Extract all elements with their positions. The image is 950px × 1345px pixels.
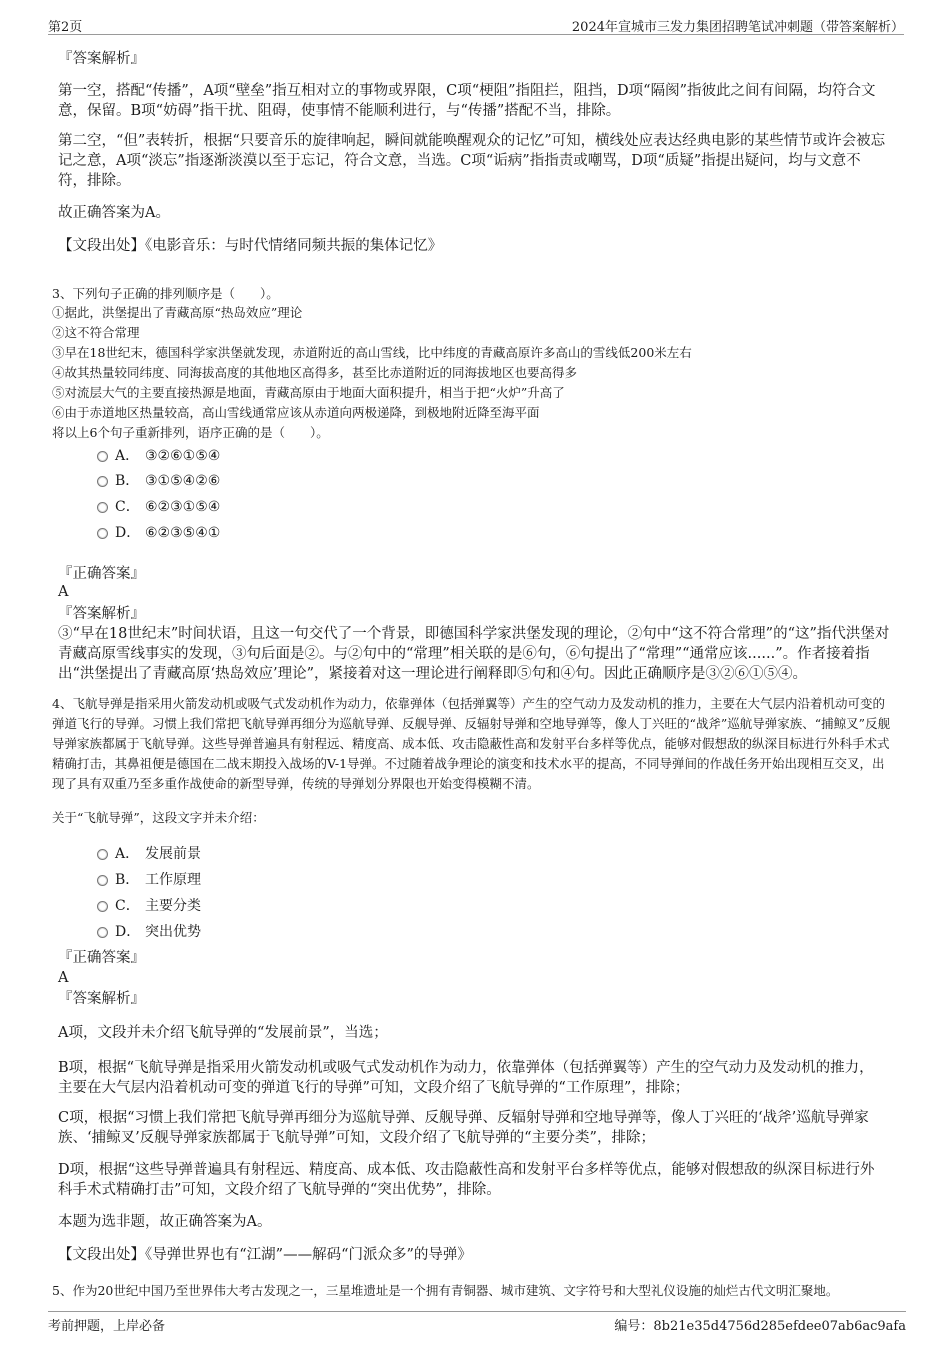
option-text: 突出优势 — [145, 924, 201, 940]
option-text: ③①⑤④②⑥ — [145, 473, 221, 489]
q2-conclusion: 故正确答案为A。 — [58, 205, 170, 221]
page-number: 第2页 — [48, 20, 83, 35]
q3-explain: ③“早在18世纪末”时间状语，且这一句交代了一个背景，即德国科学家洪堡发现的理论，②句中“这不符合常理”的“这”指代洪堡对青藏高原雪线事实的发现，③句后面是②。与②句中的“常理”相关联的是⑥句，⑥句提出了“常理”“通常应该......”。作者接着指出“洪堡提出了青藏高原‘热岛效应’理论”，紧接着对这一理论进行阐释即⑤句和④句。因此正确顺序是③②⑥①⑤④。 — [58, 626, 890, 682]
option-text: ⑥②③⑤④① — [145, 525, 221, 541]
q3-sentence-2: ②这不符合常理 — [52, 325, 140, 340]
option-letter: D． — [115, 525, 141, 541]
footer-slogan: 考前押题，上岸必备 — [48, 1319, 166, 1334]
option-letter: B． — [115, 872, 140, 888]
q4-answer-label: 『正确答案』 — [58, 950, 145, 966]
q4-explain-label: 『答案解析』 — [58, 991, 145, 1007]
q2-explain-p2: 第二空，“但”表转折，根据“只要音乐的旋律响起，瞬间就能唤醒观众的记忆”可知，横线处应表达经典电影的某些情节或许会被忘记之意，A项“淡忘”指逐渐淡漠以至于忘记，符合文意，当选。C项“诟病”指指责或嘲骂，D项“质疑”指提出疑问，均与文意不符，排除。 — [58, 133, 886, 189]
q4-conclusion: 本题为选非题，故正确答案为A。 — [58, 1214, 272, 1230]
option-text: ⑥②③①⑤④ — [145, 499, 221, 515]
radio-icon[interactable] — [97, 849, 108, 860]
q3-sentence-4: ④故其热量较同纬度、同海拔高度的其他地区高得多，甚至比赤道附近的同海拔地区也要高得多 — [52, 365, 578, 380]
radio-icon[interactable] — [97, 451, 108, 462]
radio-icon[interactable] — [97, 901, 108, 912]
q4-explain-c: C项，根据“习惯上我们常把飞航导弹再细分为巡航导弹、反舰导弹、反辐射导弹和空地导弹等，像人丁兴旺的‘战斧’巡航导弹家族、‘捕鲸叉’反舰导弹家族都属于飞航导弹”可知，文段介绍了飞航导弹的“主要分类”，排除； — [58, 1110, 869, 1146]
q3-answer-label: 『正确答案』 — [58, 566, 145, 582]
q4-explain-b: B项，根据“飞航导弹是指采用火箭发动机或吸气式发动机作为动力，依靠弹体（包括弹翼等）产生的空气动力及发动机的推力，主要在大气层内沿着机动可变的弹道飞行的导弹”可知，文段介绍了飞航导弹的“工作原理”，排除； — [58, 1060, 874, 1096]
q3-answer: A — [58, 584, 69, 600]
q4-explain-a: A项，文段并未介绍飞航导弹的“发展前景”，当选； — [58, 1025, 388, 1041]
radio-icon[interactable] — [97, 875, 108, 886]
q3-sentence-6: ⑥由于赤道地区热量较高，高山雪线通常应该从赤道向两极递降，到极地附近降至海平面 — [52, 405, 540, 420]
option-text: ③②⑥①⑤④ — [145, 448, 221, 464]
q3-stem: 3、下列句子正确的排列顺序是（ ）。 — [52, 286, 279, 301]
option-letter: B． — [115, 473, 140, 489]
option-letter: D． — [115, 924, 141, 940]
document-title: 2024年宣城市三发力集团招聘笔试冲刺题（带答案解析） — [571, 20, 904, 35]
q2-source: 【文段出处】《电影音乐：与时代情绪同频共振的集体记忆》 — [58, 238, 443, 254]
q4-answer: A — [58, 970, 69, 986]
option-letter: A． — [115, 846, 140, 862]
q3-sentence-1: ①据此，洪堡提出了青藏高原“热岛效应”理论 — [52, 305, 303, 320]
radio-icon[interactable] — [97, 502, 108, 513]
q3-sentence-5: ⑤对流层大气的主要直接热源是地面，青藏高原由于地面大面积提升，相当于把“火炉”升高了 — [52, 385, 565, 400]
option-text: 主要分类 — [145, 898, 201, 914]
page-footer — [48, 1311, 906, 1334]
q2-explain-label: 『答案解析』 — [58, 51, 145, 67]
radio-icon[interactable] — [97, 927, 108, 938]
option-text: 发展前景 — [145, 846, 201, 862]
q4-passage: 4、飞航导弹是指采用火箭发动机或吸气式发动机作为动力，依靠弹体（包括弹翼等）产生的空气动力及发动机的推力，主要在大气层内沿着机动可变的弹道飞行的导弹。习惯上我们常把飞航导弹再细分为巡航导弹、反舰导弹、反辐射导弹和空地导弹等，像人丁兴旺的“战斧”巡航导弹家族、“捕鲸叉”反舰导弹家族都属于飞航导弹。这些导弹普遍具有射程远、精度高、成本低、攻击隐蔽性高和发射平台多样等优点，能够对假想敌的纵深目标进行外科手术式精确打击，其鼻祖便是德国在二战末期投入战场的V-1导弹。不过随着战争理论的演变和技术水平的提高，不同导弹间的作战任务开始出现相互交叉，出现了具有双重乃至多重作战使命的新型导弹，传统的导弹划分界限也开始变得模糊不清。 — [52, 696, 891, 791]
radio-icon[interactable] — [97, 528, 108, 539]
option-text: 工作原理 — [145, 872, 201, 888]
option-letter: A． — [115, 448, 140, 464]
q2-explain-p1: 第一空，搭配“传播”，A项“壁垒”指互相对立的事物或界限，C项“梗阻”指阻拦，阻挡，D项“隔阂”指彼此之间有间隔，均符合文意，保留。B项“妨碍”指干扰、阻碍，使事情不能顺利进行，与“传播”搭配不当，排除。 — [58, 83, 876, 119]
footer-doc-id: 编号：8b21e35d4756d285efdee07ab6ac9afa — [614, 1319, 906, 1334]
option-letter: C． — [115, 499, 140, 515]
radio-icon[interactable] — [97, 476, 108, 487]
q3-sentence-3: ③早在18世纪末，德国科学家洪堡就发现，赤道附近的高山雪线，比中纬度的青藏高原许多高山的雪线低200米左右 — [52, 345, 692, 360]
q3-prompt: 将以上6个句子重新排列，语序正确的是（ ）。 — [52, 425, 329, 440]
q3-explain-label: 『答案解析』 — [58, 606, 145, 622]
q5-stem: 5、作为20世纪中国乃至世界伟大考古发现之一，三星堆遗址是一个拥有青铜器、城市建筑、文字符号和大型礼仪设施的灿烂古代文明汇聚地。 — [52, 1283, 839, 1298]
q4-question: 关于“飞航导弹”，这段文字并未介绍： — [52, 810, 265, 825]
q4-explain-d: D项，根据“这些导弹普遍具有射程远、精度高、成本低、攻击隐蔽性高和发射平台多样等优点，能够对假想敌的纵深目标进行外科手术式精确打击”可知，文段介绍了飞航导弹的“突出优势”，排除。 — [58, 1162, 875, 1198]
q4-source: 【文段出处】《导弹世界也有“江湖”——解码“门派众多”的导弹》 — [58, 1247, 472, 1263]
page-header — [48, 14, 904, 35]
option-letter: C． — [115, 898, 140, 914]
